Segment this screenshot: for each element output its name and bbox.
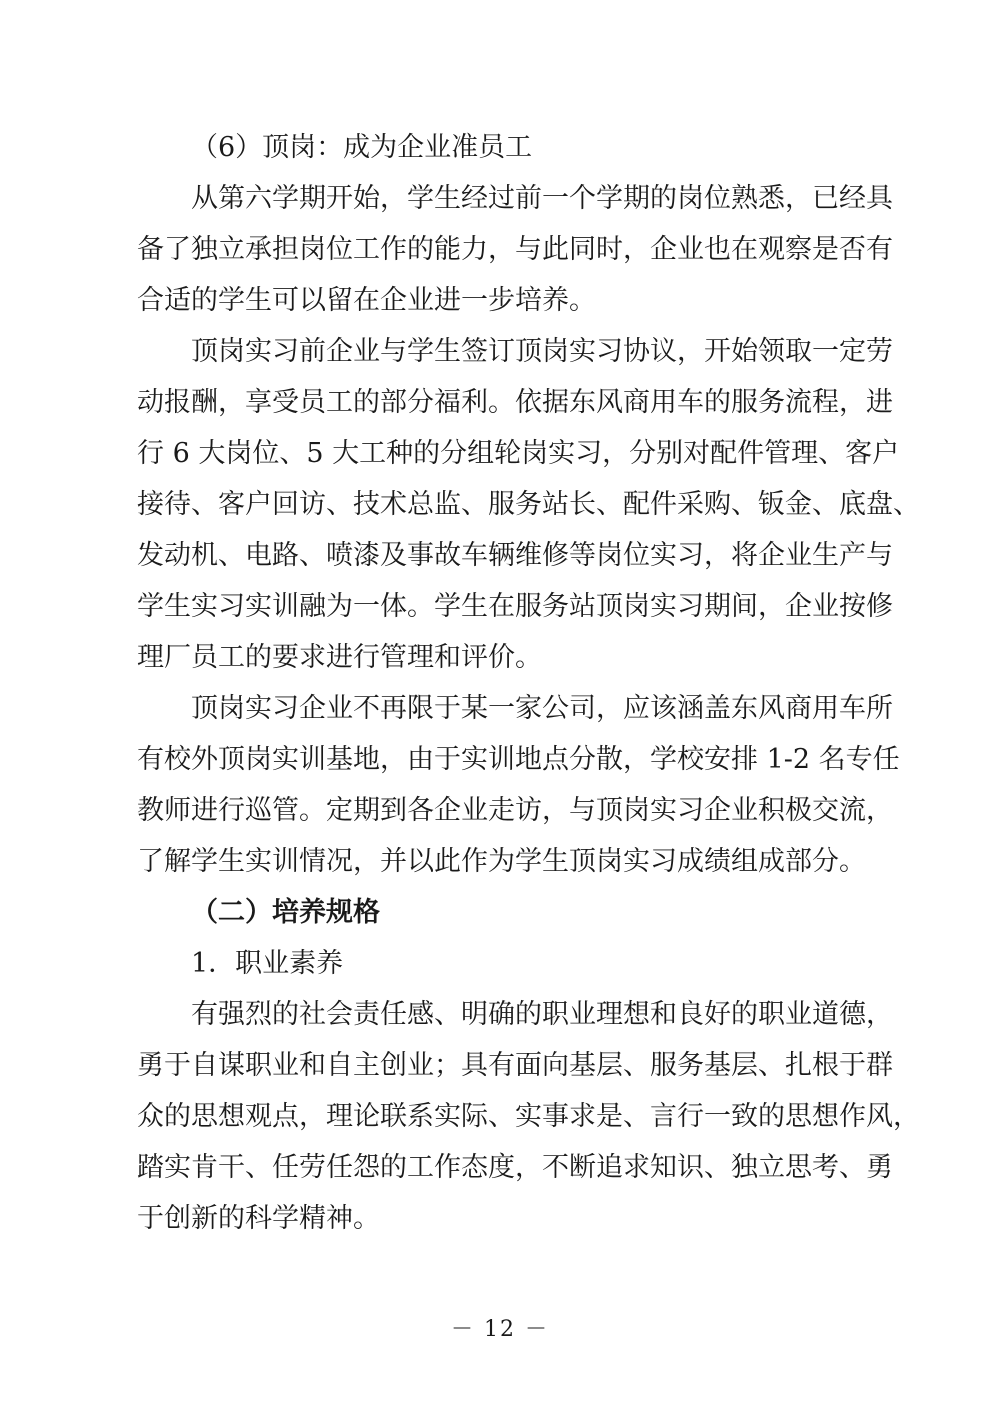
paragraph-internship-companies bbox=[137, 683, 900, 887]
paragraph-line: 动报酬，享受员工的部分福利。依据东风商用车的服务流程，进 bbox=[137, 387, 893, 418]
paragraph-line: 了解学生实训情况，并以此作为学生顶岗实习成绩组成部分。 bbox=[137, 846, 866, 877]
subsection-1-heading: 1．职业素养 bbox=[191, 948, 344, 979]
paragraph-line: 众的思想观点，理论联系实际、实事求是、言行一致的思想作风， bbox=[137, 1101, 920, 1132]
paragraph-line: 于创新的科学精神。 bbox=[137, 1203, 380, 1234]
paragraph-line: 踏实肯干、任劳任怨的工作态度，不断追求知识、独立思考、勇 bbox=[137, 1152, 893, 1183]
section-6-heading: （6）顶岗：成为企业准员工 bbox=[191, 132, 533, 163]
paragraph-line: 合适的学生可以留在企业进一步培养。 bbox=[137, 285, 596, 316]
paragraph-line: 顶岗实习前企业与学生签订顶岗实习协议，开始领取一定劳 bbox=[191, 336, 893, 367]
paragraph-line: 接待、客户回访、技术总监、服务站长、配件采购、钣金、底盘、 bbox=[137, 489, 920, 520]
paragraph-line: 备了独立承担岗位工作的能力，与此同时，企业也在观察是否有 bbox=[137, 234, 893, 265]
paragraph-professional-quality bbox=[137, 989, 920, 1244]
paragraph-line: 顶岗实习企业不再限于某一家公司，应该涵盖东风商用车所 bbox=[191, 693, 893, 724]
paragraph-internship-intro bbox=[137, 173, 893, 326]
paragraph-line: 勇于自谋职业和自主创业；具有面向基层、服务基层、扎根于群 bbox=[137, 1050, 893, 1081]
paragraph-line: 从第六学期开始，学生经过前一个学期的岗位熟悉，已经具 bbox=[191, 183, 893, 214]
section-2-heading: （二）培养规格 bbox=[191, 897, 380, 928]
paragraph-internship-agreement bbox=[137, 326, 920, 683]
paragraph-line: 有校外顶岗实训基地，由于实训地点分散，学校安排 1-2 名专任 bbox=[137, 744, 900, 775]
paragraph-line: 有强烈的社会责任感、明确的职业理想和良好的职业道德， bbox=[191, 999, 893, 1030]
document-body bbox=[137, 122, 920, 1244]
paragraph-line: 行 6 大岗位、5 大工种的分组轮岗实习，分别对配件管理、客户 bbox=[137, 438, 900, 469]
paragraph-line: 发动机、电路、喷漆及事故车辆维修等岗位实习，将企业生产与 bbox=[137, 540, 893, 571]
page-number: － 12 － bbox=[451, 1317, 549, 1342]
paragraph-line: 理厂员工的要求进行管理和评价。 bbox=[137, 642, 542, 673]
paragraph-line: 学生实习实训融为一体。学生在服务站顶岗实习期间，企业按修 bbox=[137, 591, 893, 622]
paragraph-line: 教师进行巡管。定期到各企业走访，与顶岗实习企业积极交流， bbox=[137, 795, 893, 826]
